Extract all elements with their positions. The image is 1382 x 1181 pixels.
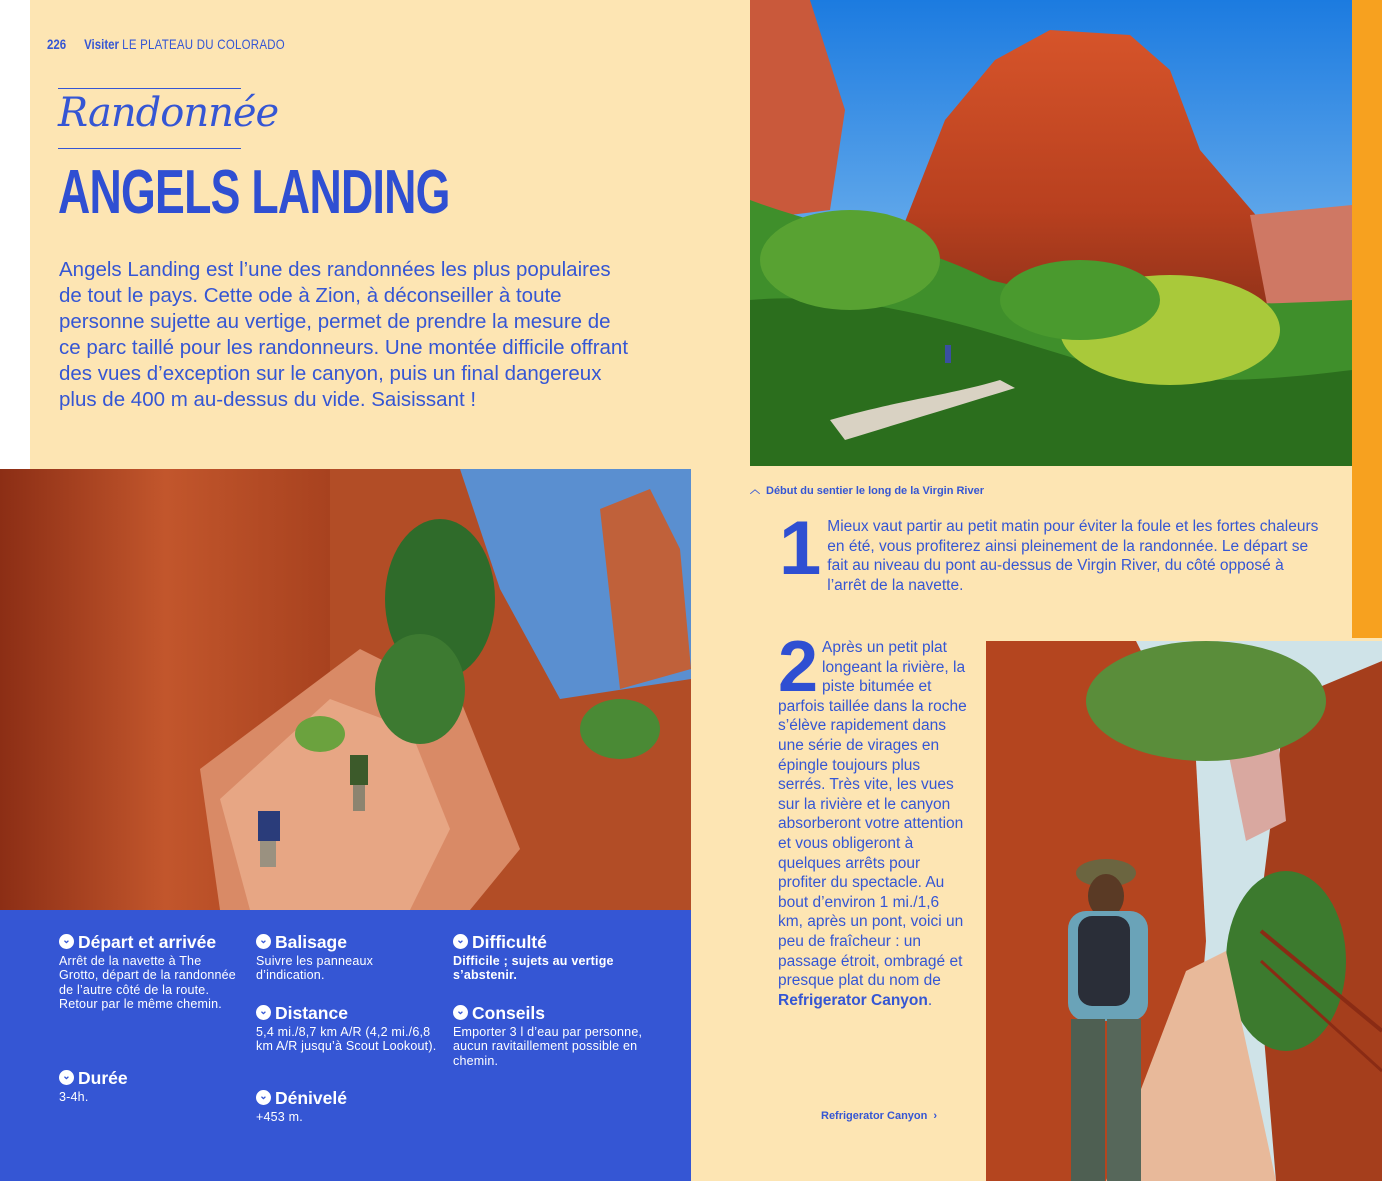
step-1 <box>779 506 1324 595</box>
info-difficulte-label: Difficulté <box>472 932 547 952</box>
chevron-right-icon: › <box>933 1110 938 1122</box>
photo-refrigerator-canyon <box>986 641 1382 1181</box>
caption-bottom-text: Refrigerator Canyon <box>821 1110 928 1122</box>
info-duree <box>59 1068 244 1104</box>
step-1-number: 1 <box>779 506 822 591</box>
info-distance-label: Distance <box>275 1003 348 1023</box>
chevron-up-icon: ︿ <box>750 485 760 496</box>
step-2-number: 2 <box>778 627 819 707</box>
kicker-rule-bottom <box>58 148 241 149</box>
article-kicker: Randonnée <box>58 90 279 136</box>
chevron-down-circle-icon: ⌄ <box>256 1090 271 1105</box>
info-balisage <box>256 932 441 983</box>
step-2 <box>778 627 968 1010</box>
chevron-down-circle-icon: ⌄ <box>453 1005 468 1020</box>
chevron-down-circle-icon: ⌄ <box>256 934 271 949</box>
chevron-down-circle-icon: ⌄ <box>59 934 74 949</box>
info-distance-text: 5,4 mi./8,7 km A/R (4,2 mi./6,8 km A/R jusqu’à Scout Lookout). <box>256 1024 437 1054</box>
info-depart-text: Arrêt de la navette à The Grotto, départ de la randonnée de l’autre côté de la route. Retour par le même chemin. <box>59 953 236 1012</box>
page-number: 226 <box>47 36 67 52</box>
info-conseils-text: Emporter 3 l d’eau par personne, aucun ravitaillement possible en chemin. <box>453 1024 643 1068</box>
step-2-highlight: Refrigerator Canyon <box>778 991 928 1009</box>
info-difficulte-text: Difficile ; sujets au vertige s’abstenir. <box>453 953 614 983</box>
running-head <box>47 36 285 52</box>
section-label: Visiter <box>84 36 119 52</box>
info-denivele <box>256 1088 441 1124</box>
info-duree-text: 3-4h. <box>59 1089 89 1104</box>
photo-virgin-river-trailhead <box>750 0 1352 466</box>
article-title: ANGELS LANDING <box>58 158 450 227</box>
info-panel <box>0 910 691 1181</box>
info-denivele-label: Dénivelé <box>275 1088 347 1108</box>
caption-bottom-photo <box>821 1110 937 1122</box>
article-intro: Angels Landing est l’une des randonnées les plus populaires de tout le pays. Cette ode à Zion, à déconseiller à toute personne sujette au vertige, permet de prendre la mesure de ce parc taillé pour les randonneurs. Une montée difficile offrant des vues d’exception sur le canyon, puis un final dangereux plus de 400 m au-dessus du vide. Saisissant ! <box>59 258 629 411</box>
chevron-down-circle-icon: ⌄ <box>453 934 468 949</box>
chevron-down-circle-icon: ⌄ <box>59 1070 74 1085</box>
info-distance <box>256 1003 441 1054</box>
info-duree-label: Durée <box>78 1068 128 1088</box>
chapter-tab <box>1352 0 1382 638</box>
caption-top-photo <box>750 482 984 497</box>
caption-top-text: Début du sentier le long de la Virgin River <box>766 485 985 497</box>
info-conseils-label: Conseils <box>472 1003 545 1023</box>
info-depart-label: Départ et arrivée <box>78 932 217 952</box>
info-denivele-text: +453 m. <box>256 1109 303 1124</box>
info-balisage-label: Balisage <box>275 932 347 952</box>
info-difficulte <box>453 932 643 983</box>
step-1-text: Mieux vaut partir au petit matin pour éviter la foule et les fortes chaleurs en été, vous profiterez ainsi pleinement de la randonnée. Le départ se fait au niveau du pont au-dessus de Virgin River, du côté opposé à l’arrêt de la navette. <box>827 518 1319 594</box>
chevron-down-circle-icon: ⌄ <box>256 1005 271 1020</box>
kicker-rule-top <box>58 88 241 89</box>
step-2-end: . <box>927 991 933 1009</box>
photo-angels-landing-ridge <box>0 469 691 910</box>
info-balisage-text: Suivre les panneaux d’indication. <box>256 953 374 983</box>
info-depart <box>59 932 239 1012</box>
chapter-label: LE PLATEAU DU COLORADO <box>122 36 285 52</box>
info-conseils <box>453 1003 643 1068</box>
step-2-text: Après un petit plat longeant la rivière, la piste bitumée et parfois taillée dans la roche s’élève rapidement dans une série de virages en épingle toujours plus serrés. Très vite, les vues sur la rivière et le canyon absorberont votre attention et vous obligeront à quelques arrêts pour profiter du spectacle. Au bout d’environ 1 mi./1,6 km, après un pont, voici un peu de fraîcheur : un passage étroit, ombragé et presque plat du nom de <box>778 639 967 990</box>
